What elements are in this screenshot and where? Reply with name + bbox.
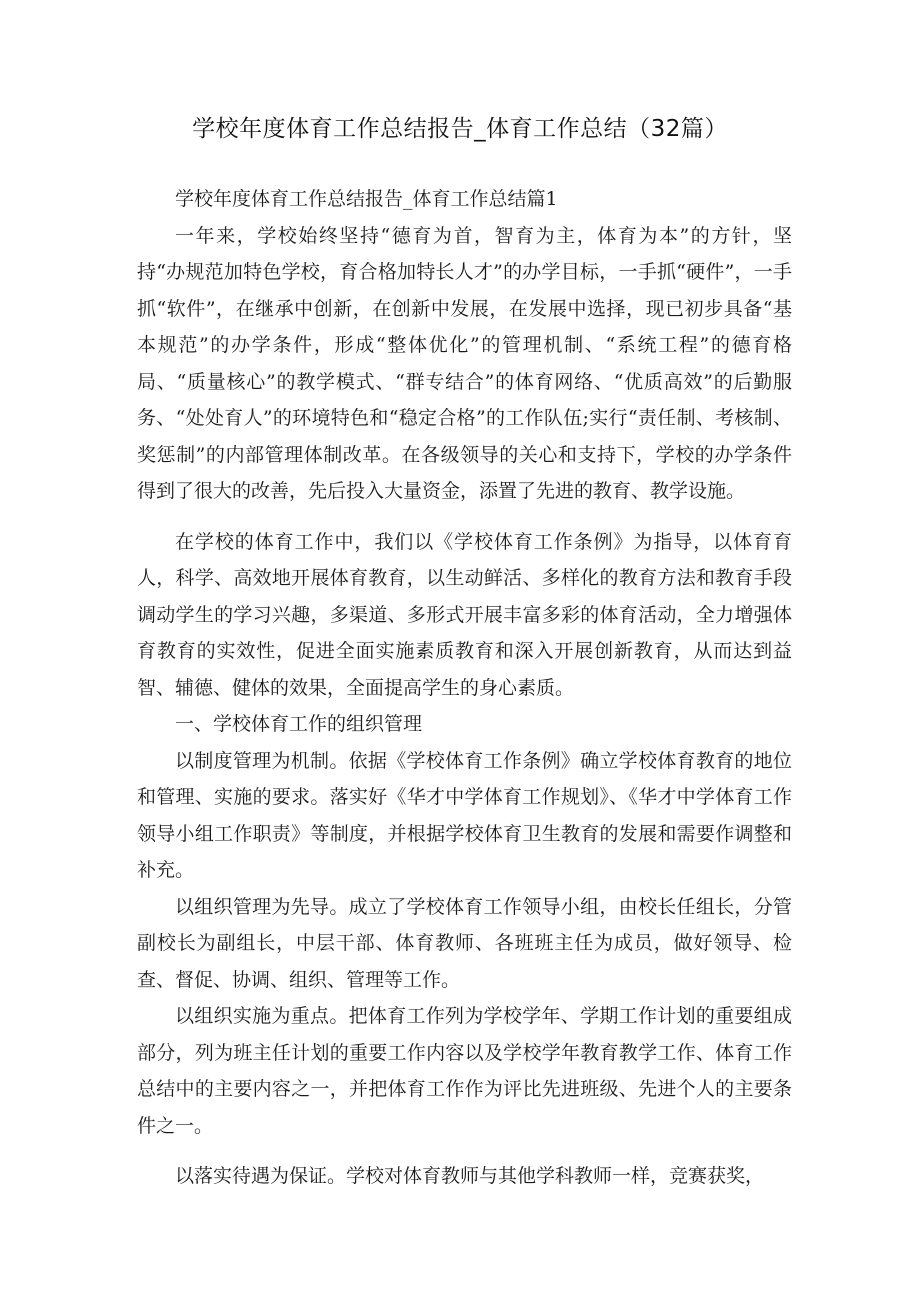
paragraph: 以组织管理为先导。成立了学校体育工作领导小组，由校长任组长，分管副校长为副组长，中层干部、体育教师、各班班主任为成员，做好领导、检查、督促、协调、组织、管理等工作。 [137,895,792,991]
document-title: 学校年度体育工作总结报告_体育工作总结（32篇） [192,116,728,142]
section-heading: 学校年度体育工作总结报告_体育工作总结篇1 [175,188,558,210]
subsection-heading: 一、学校体育工作的组织管理 [175,713,423,735]
paragraph: 以落实待遇为保证。学校对体育教师与其他学科教师一样，竞赛获奖， [175,1165,765,1187]
document-body [137,181,792,1195]
paragraph: 在学校的体育工作中，我们以《学校体育工作条例》为指导，以体育育人，科学、高效地开展体育教育，以生动鲜活、多样化的教育方法和教育手段调动学生的学习兴趣，多渠道、多形式开展丰富多彩的体育活动，全力增强体育教育的实效性，促进全面实施素质教育和深入开展创新教育，从而达到益智、辅德、健体的效果，全面提高学生的身心素质。 [137,530,792,699]
paragraph: 一年来，学校始终坚持“德育为首，智育为主，体育为本”的方针，坚持“办规范加特色学校，育合格加特长人才”的办学目标，一手抓“硬件”，一手抓“软件”，在继承中创新，在创新中发展，在发展中选择，现已初步具备“基本规范”的办学条件，形成“整体优化”的管理机制、“系统工程”的德育格局、“质量核心”的教学模式、“群专结合”的体育网络、“优质高效”的后勤服务、“处处育人”的环境特色和“稳定合格”的工作队伍;实行“责任制、考核制、奖惩制”的内部管理体制改革。在各级领导的关心和支持下，学校的办学条件得到了很大的改善，先后投入大量资金，添置了先进的教育、教学设施。 [137,224,792,502]
paragraph: 以制度管理为机制。依据《学校体育工作条例》确立学校体育教育的地位和管理、实施的要求。落实好《华才中学体育工作规划》、《华才中学体育工作领导小组工作职责》等制度，并根据学校体育卫生教育的发展和需要作调整和补充。 [137,749,792,881]
paragraph: 以组织实施为重点。把体育工作列为学校学年、学期工作计划的重要组成部分，列为班主任计划的重要工作内容以及学校学年教育教学工作、体育工作总结中的主要内容之一，并把体育工作作为评比先进班级、先进个人的主要条件之一。 [137,1005,792,1137]
